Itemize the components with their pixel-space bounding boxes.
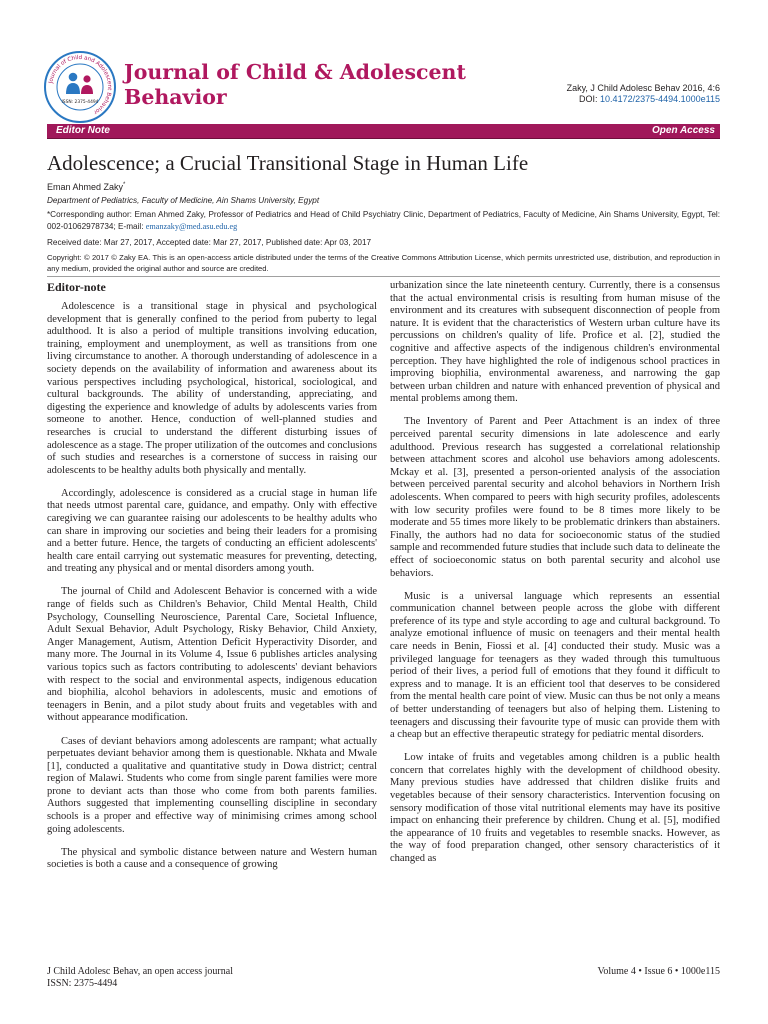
journal-title-line2: Behavior xyxy=(124,85,227,109)
body-paragraph: The journal of Child and Adolescent Behavior is concerned with a wide range of fields such as Children's Behavior, Child Mental Health, Child Psychology, Counselling Neuroscience, Parental Care, Societal Influence, Adult Sexual Behavior, Adult Psychology, Risky Behavior, Child Anxiety, Anger Management, Autism, Attention Deficit Hyperactivity Disorder, and many more. The Journal in its Volume 4, Issue 6 publishes articles analysing various topics such as factors contributing to adolescents' deviant behaviors with respect to the social and environmental aspects, indigenous education and biophilia, alcohol behaviors in adolescents, music and emotions of teenagers in Benin, and a pilot study about fruits and vegetables with and without appearance modification. xyxy=(47,586,377,724)
body-paragraph: Adolescence is a transitional stage in physical and psychological development that is generally confined to the period from puberty to legal adulthood. It is also a period of multiple transitions involving education, training, employment and unemployment, as well as transitions from one living circumstance to another. A thorough understanding of adolescence in a society depends on the availability of information and awareness about its various perspectives including psychological, historical, sociological, and cultural backgrounds. The ability of understanding, appreciating, and digesting the experience and knowledge of adults by adolescents varies from someone to another. Hence, conduction of well-planned studies and researches is crucial to understand the different disturbing issues of adolescence as a stage. The proper utilization of the outcomes and conclusions of such studies and researches is a cornerstone of success in raising our adolescents to be healthy adults both physically and mentally. xyxy=(47,301,377,476)
doi-label: DOI: xyxy=(579,94,601,104)
open-access-label: Open Access xyxy=(652,125,715,136)
body-paragraph: The Inventory of Parent and Peer Attachment is an index of three perceived parental security dimensions in late adolescence and early adulthood. Previous research has suggested a correlational relationship between attachment scores and alcohol use behaviors among adolescents. Mckay et al. [3], presented a person-oriented analysis of the association between perceived parental security and alcohol behaviors in Northern Irish adolescents. When compared to peers with high security profiles, adolescents with low security profiles were found to be 8 times more likely to be moderate and 55 times more likely to be problematic drinkers than abstainers. Finally, the authors had no data for socioeconomic status of the studied sample and recommended future studies that include such data to delineate the effect of socioeconomic status on both parental security and alcohol use behaviors. xyxy=(390,416,720,579)
body-paragraph: Music is a universal language which represents an essential communication channel between people across the globe with different preference of its type and style according to age and cultural background. To analyze emotional influence of music on teenagers and their mental health care needs in Benin, Fiossi et al. [4] conducted their study. Music was a privileged language for teenagers as they waded through this tumultuous period of their lives, a period full of emotions that they found it difficult to express and to manage. It is an efficient tool that deserves to be considered from the mental health care point of view. Music can thus be not only a means of better understanding of teenagers but also of helping them. Listening to teenagers and discussing their favourite type of music can provide them with a cheap but an effective therapeutic strategy for pediatric mental disorders. xyxy=(390,590,720,741)
body-paragraph: Accordingly, adolescence is considered as a crucial stage in human life that needs utmost parental care, guidance, and empathy. Only with effective caregiving we can guarantee raising our adolescents to be healthy adults who can share in improving our societies and being their leaders for a promising and a better future. Hence, the targets of conducting an efficient adolescents' health care entail carrying out systematic measures for preventing, detecting, and treating any physical and or mental disorders among youth. xyxy=(47,487,377,575)
citation-block xyxy=(567,83,720,105)
affiliation: Department of Pediatrics, Faculty of Medicine, Ain Shams University, Egypt xyxy=(47,196,320,205)
journal-logo xyxy=(43,50,117,124)
right-column xyxy=(390,280,720,876)
article-dates: Received date: Mar 27, 2017, Accepted date: Mar 27, 2017, Published date: Apr 03, 2017 xyxy=(47,238,372,247)
doi-link[interactable]: 10.4172/2375-4494.1000e115 xyxy=(600,94,720,104)
article-type-band xyxy=(47,124,720,139)
email-link[interactable]: emanzaky@med.asu.edu.eg xyxy=(145,222,238,231)
author-line xyxy=(47,180,125,193)
left-column xyxy=(47,276,377,882)
body-paragraph: The physical and symbolic distance between nature and Western human societies is both a cause and a consequence of growing xyxy=(47,846,377,871)
article-title: Adolescence; a Crucial Transitional Stage in Human Life xyxy=(47,151,529,175)
journal-title-line1: Journal of Child & Adolescent xyxy=(124,60,466,84)
footer-volume: Volume 4 • Issue 6 • 1000e115 xyxy=(597,966,720,977)
section-heading: Editor-note xyxy=(47,280,106,294)
body-paragraph: urbanization since the late nineteenth century. Currently, there is a consensus that the actual environmental crisis is resulting from human misuse of the environment and its creatures with subsequent disconnection of people from nature. It is evident that the characteristics of Western urban culture have its percussions on children's quality of life. Profice et al. [2], studied the cognitive and affective aspects of the indigenous children's environmental perception. They have highlighted the role of indigenous school practices in improving biophilia, environmental awareness, and narrowing the gap between urban children and nature with enhanced prevention of physical and mental problems among them. xyxy=(390,280,720,405)
copyright-notice: Copyright: © 2017 © Zaky EA. This is an open-access article distributed under the terms of the Creative Commons Attribution License, which permits unrestricted use, distribution, and reproduction in any medium, provided the original author and source are credited. xyxy=(47,253,720,273)
citation-text: Zaky, J Child Adolesc Behav 2016, 4:6 xyxy=(566,83,720,93)
body-paragraph: Cases of deviant behaviors among adolescents are rampant; what actually perpetuates deviant behavior among them is questionable. Nkhata and Mwale [1], conducted a qualitative and quantitative study in Dowa district; central region of Malawi. Students who come from single parent families were more prone to deviant acts than those who come from both parents families. Authors suggested that implementing counselling discipline in secondary schools is a proper and effective way of minimising crimes among school going adolescents. xyxy=(47,735,377,835)
footer-journal xyxy=(47,966,233,990)
editor-note-label: Editor Note xyxy=(56,125,110,136)
logo-issn: ISSN: 2375-4494 xyxy=(61,100,99,105)
author-name: Eman Ahmed Zaky xyxy=(47,182,124,192)
body-paragraph: Low intake of fruits and vegetables among children is a public health concern that correlates highly with the development of childhood obesity. Many previous studies have addressed that children dislike fruits and vegetables because of their sensory characteristics. Intervention focusing on sensory modification of those vital nutritional elements may have its positive impact on enhancing their preference by children. Chung et al. [5], modified the appearance of 10 fruits and vegetables to resemble snacks. However, as the way of food preparation changed, other sensory characteristics of it changed as xyxy=(390,752,720,865)
footer-issn: ISSN: 2375-4494 xyxy=(47,978,118,989)
corresponding-text: *Corresponding author: Eman Ahmed Zaky, Professor of Pediatrics and Head of Child Psychiatry Clinic, Department of Pediatrics, Faculty of Medicine, Ain Shams University, Egypt, Tel: 002-01062978734; E-mail: xyxy=(47,210,720,231)
logo-ring-text: Journal of Child and Adolescent Behavior xyxy=(48,54,113,116)
author-mark: * xyxy=(123,182,126,188)
corresponding-author xyxy=(47,209,720,233)
doi-line xyxy=(567,94,720,105)
footer-journal-name: J Child Adolesc Behav, an open access journal xyxy=(47,966,233,977)
journal-title xyxy=(124,60,484,110)
